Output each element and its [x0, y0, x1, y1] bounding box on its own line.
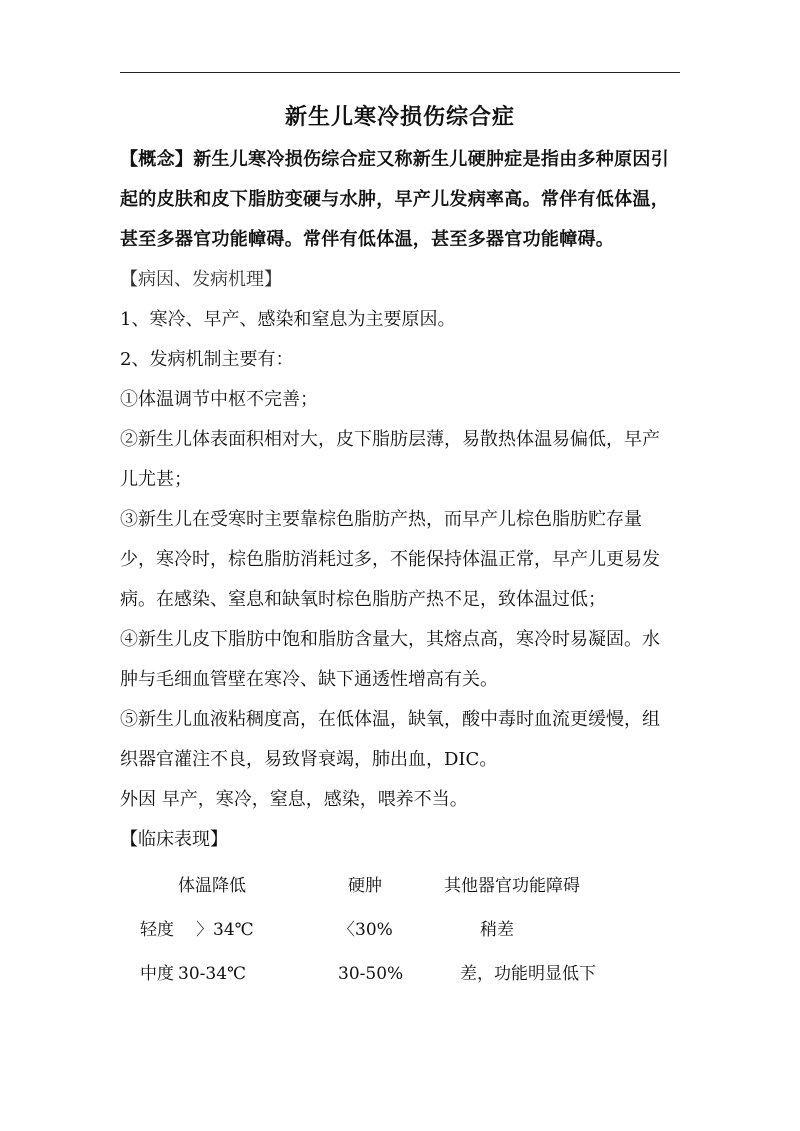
etiology-line: 病。在感染、窒息和缺氧时棕色脂肪产热不足，致体温过低； [120, 589, 606, 610]
organ-cell: 稍差 [480, 920, 514, 940]
temp-cell: 30-34℃ [178, 964, 247, 984]
clinical-table [120, 864, 682, 996]
document-body [120, 140, 682, 996]
column-header: 其他器官功能障碍 [444, 876, 580, 896]
header-rule [120, 72, 680, 73]
grade-cell: 中度 [140, 964, 174, 984]
etiology-line: 2、发病机制主要有： [120, 349, 294, 370]
etiology-line: 外因 早产，寒冷，窒息，感染，喂养不当。 [120, 789, 468, 810]
temp-cell: 〉34℃ [196, 920, 254, 940]
edema-cell: 〈30% [338, 920, 393, 940]
column-header: 体温降低 [178, 876, 246, 896]
etiology-line: ①体温调节中枢不完善； [120, 389, 318, 410]
organ-cell: 差，功能明显低下 [460, 964, 596, 984]
etiology-line: 肿与毛细血管壁在寒冷、缺下通透性增高有关。 [120, 669, 498, 690]
grade-cell: 轻度 [140, 920, 174, 940]
etiology-line: 1、寒冷、早产、感染和窒息为主要原因。 [120, 309, 456, 330]
etiology-line: 少，寒冷时，棕色脂肪消耗过多，不能保持体温正常，早产儿更易发 [120, 549, 660, 570]
etiology-line: ②新生儿体表面积相对大，皮下脂肪层薄，易散热体温易偏低，早产 [120, 429, 660, 450]
concept-line: 甚至多器官功能幛碍。常伴有低体温，甚至多器官功能幛碍。 [120, 229, 615, 250]
table-header-row [120, 864, 682, 908]
table-row [120, 952, 682, 996]
column-header: 硬肿 [348, 876, 382, 896]
etiology-line: 儿尤甚； [120, 469, 192, 490]
etiology-line: 织器官灌注不良，易致肾衰竭，肺出血，DIC。 [120, 749, 498, 770]
concept-line: 【概念】新生儿寒冷损伤综合症又称新生儿硬肿症是指由多种原因引 [120, 149, 669, 170]
etiology-line: ⑤新生儿血液粘稠度高，在低体温，缺氧，酸中毒时血流更缓慢，组 [120, 709, 660, 730]
table-row [120, 908, 682, 952]
etiology-line: ③新生儿在受寒时主要靠棕色脂肪产热，而早产儿棕色脂肪贮存量 [120, 509, 642, 530]
etiology-line: ④新生儿皮下脂肪中饱和脂肪含量大，其熔点高，寒冷时易凝固。水 [120, 629, 660, 650]
document-title: 新生儿寒冷损伤综合症 [284, 104, 515, 130]
edema-cell: 30-50% [338, 964, 404, 984]
concept-line: 起的皮肤和皮下脂肪变硬与水肿，早产儿发病率高。常伴有低体温， [120, 189, 669, 210]
etiology-heading: 【病因、发病机理】 [120, 269, 282, 290]
clinical-heading: 【临床表现】 [120, 829, 228, 850]
